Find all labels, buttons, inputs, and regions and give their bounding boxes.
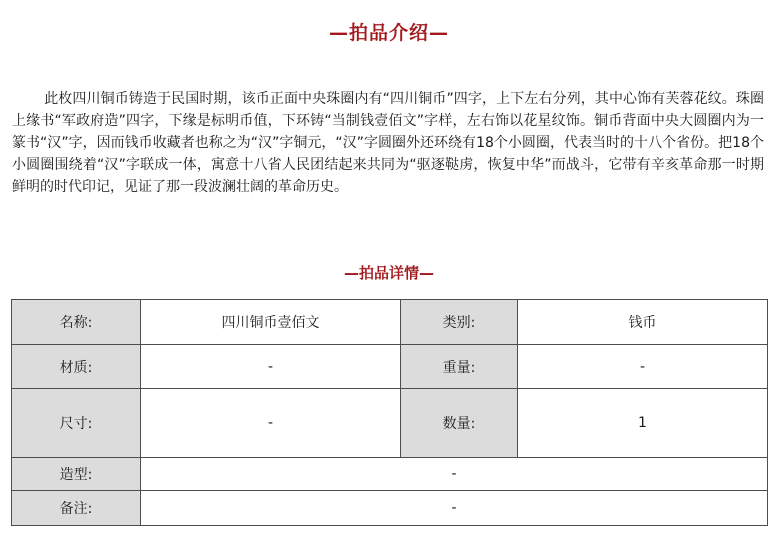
intro-section-title: —拍品介绍— [328,22,449,44]
weight-label: 重量: [401,345,518,389]
quantity-value: 1 [518,389,768,458]
remark-label: 备注: [12,491,141,526]
category-value: 钱币 [518,300,768,345]
name-value: 四川铜币壹佰文 [141,300,401,345]
material-label: 材质: [12,345,141,389]
remark-value: - [141,491,768,526]
table-row [12,458,768,491]
table-row [12,491,768,526]
material-value: - [141,345,401,389]
shape-label: 造型: [12,458,141,491]
table-row [12,389,768,458]
size-label: 尺寸: [12,389,141,458]
table-row [12,345,768,389]
table-row [12,300,768,345]
category-label: 类别: [401,300,518,345]
details-table [11,299,768,526]
quantity-label: 数量: [401,389,518,458]
name-label: 名称: [12,300,141,345]
details-section-title: —拍品详情— [343,264,434,282]
weight-value: - [518,345,768,389]
size-value: - [141,389,401,458]
shape-value: - [141,458,768,491]
intro-paragraph: 此枚四川铜币铸造于民国时期，该币正面中央珠圈内有“四川铜币”四字，上下左右分列，其中心饰有芙蓉花纹。珠圈上缘书“军政府造”四字，下缘是标明币值，下环铸“当制钱壹佰文”字样，左右饰以花星纹饰。铜币背面中央大圆圈内为一篆书“汉”字，因而钱币收藏者也称之为“汉”字铜元，“汉”字圆圈外还环绕有18个小圆圈，代表当时的十八个省份。把18个小圆圈围绕着“汉”字联成一体，寓意十八省人民团结起来共同为“驱逐鞑虏，恢复中华”而战斗，它带有辛亥革命那一时期鲜明的时代印记，见证了那一段波澜壮阔的革命历史。 [12,91,764,195]
